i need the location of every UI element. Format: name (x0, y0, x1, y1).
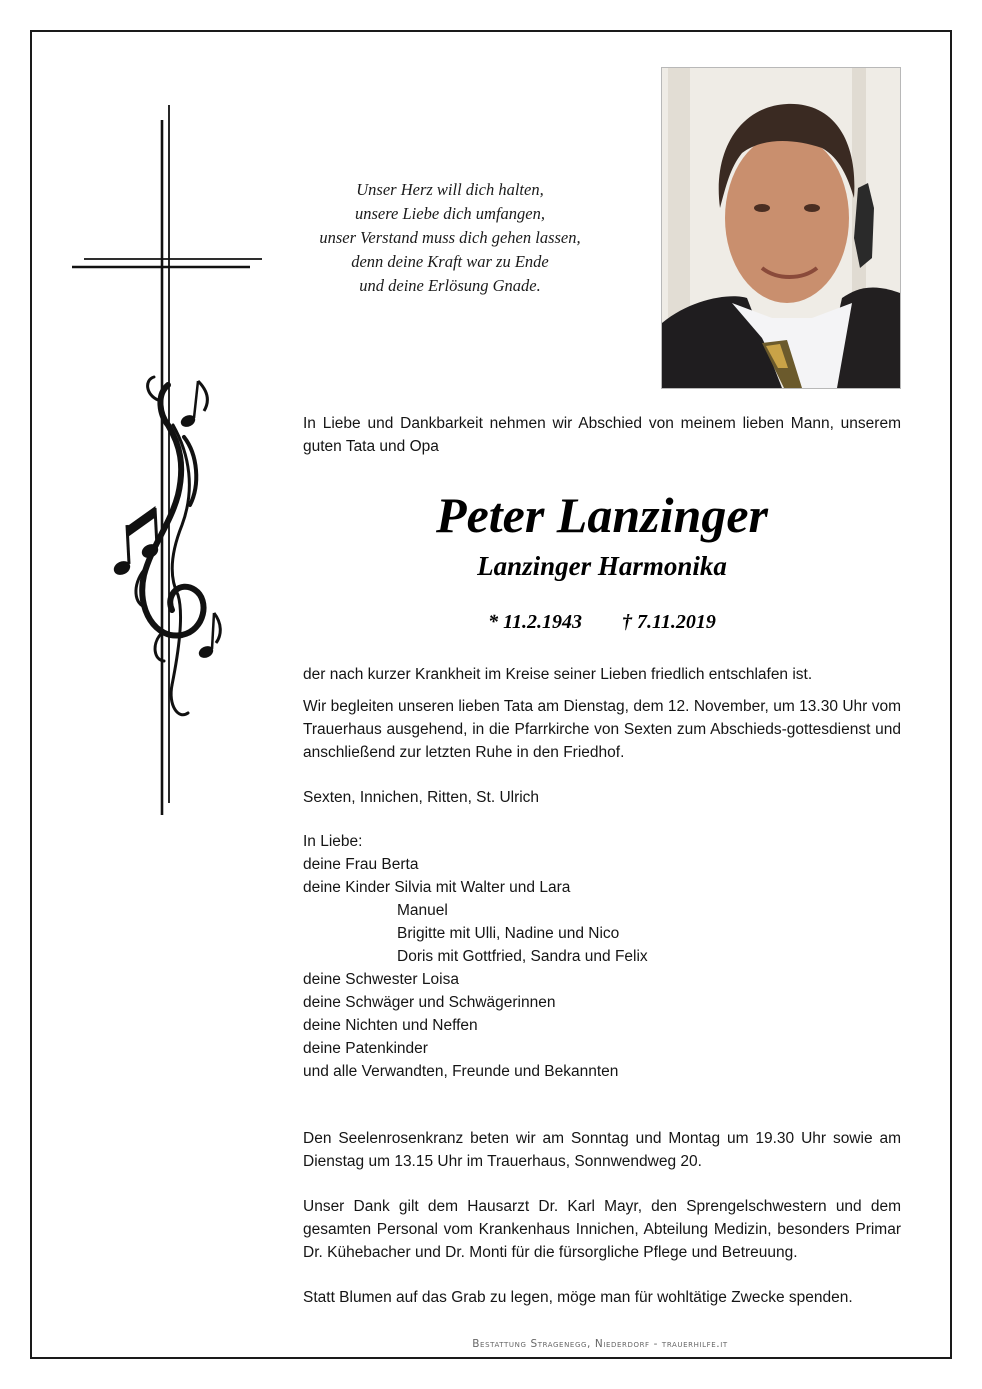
deceased-name: Peter Lanzinger (436, 487, 768, 543)
mourner-line: deine Patenkinder (303, 1040, 428, 1057)
mourner-line: und alle Verwandten, Freunde und Bekannten (303, 1063, 619, 1080)
poem-line: unsere Liebe dich umfangen, (354, 204, 546, 223)
mourner-line: Brigitte mit Ulli, Nadine und Nico (397, 925, 620, 942)
portrait-icon (662, 68, 900, 388)
passing-text: der nach kurzer Krankheit im Kreise seiner Lieben friedlich entschlafen ist. (303, 666, 813, 683)
mourners-list (303, 830, 901, 1083)
mourner-line: deine Nichten und Neffen (303, 1017, 478, 1034)
poem-line: unser Verstand muss dich gehen lassen, (319, 228, 581, 247)
mourner-line: deine Frau Berta (303, 856, 419, 873)
places-text: Sexten, Innichen, Ritten, St. Ulrich (303, 789, 540, 806)
poem (300, 178, 600, 298)
flowers-text: Statt Blumen auf das Grab zu legen, möge man für wohltätige Zwecke spenden. (303, 1289, 853, 1306)
poem-line: Unser Herz will dich halten, (356, 180, 544, 199)
portrait-photo (661, 67, 901, 389)
mourner-line: deine Kinder Silvia mit Walter und Lara (303, 879, 571, 896)
death-date: † 7.11.2019 (622, 611, 716, 633)
cross-treble-clef-icon (60, 95, 300, 825)
mourners-heading: In Liebe: (303, 833, 363, 850)
birth-date: * 11.2.1943 (488, 611, 582, 633)
footer-credit: Bestattung Stragenegg, Niederdorf - trauerhilfe.it (472, 1338, 728, 1350)
poem-line: und deine Erlösung Gnade. (359, 276, 541, 295)
rosary-text: Den Seelenrosenkranz beten wir am Sonntag und Montag um 19.30 Uhr sowie am Dienstag um 13.15 Uhr im Trauerhaus, Sonnwendweg 20. (303, 1130, 901, 1170)
life-dates (303, 607, 901, 637)
mourner-line: Manuel (397, 902, 448, 919)
thanks-text: Unser Dank gilt dem Hausarzt Dr. Karl Mayr, den Sprengelschwestern und dem gesamten Personal vom Krankenhaus Innichen, Abteilung Medizin, besonders Primar Dr. Kühebacher und Dr. Monti für die fürsorgliche Pflege und Betreuung. (303, 1198, 901, 1261)
deceased-alias: Lanzinger Harmonika (477, 551, 727, 581)
mourner-line: Doris mit Gottfried, Sandra und Felix (397, 948, 648, 965)
intro-text: In Liebe und Dankbarkeit nehmen wir Abschied von meinem lieben Mann, unserem guten Tata und Opa (303, 415, 901, 455)
mourner-line: deine Schwäger und Schwägerinnen (303, 994, 556, 1011)
funeral-text: Wir begleiten unseren lieben Tata am Dienstag, dem 12. November, um 13.30 Uhr vom Trauerhaus ausgehend, in die Pfarrkirche von Sexten zum Abschieds-gottesdienst und anschließend zur letzten Ruhe in den Friedhof. (303, 698, 901, 761)
poem-line: denn deine Kraft war zu Ende (351, 252, 549, 271)
mourner-line: deine Schwester Loisa (303, 971, 459, 988)
